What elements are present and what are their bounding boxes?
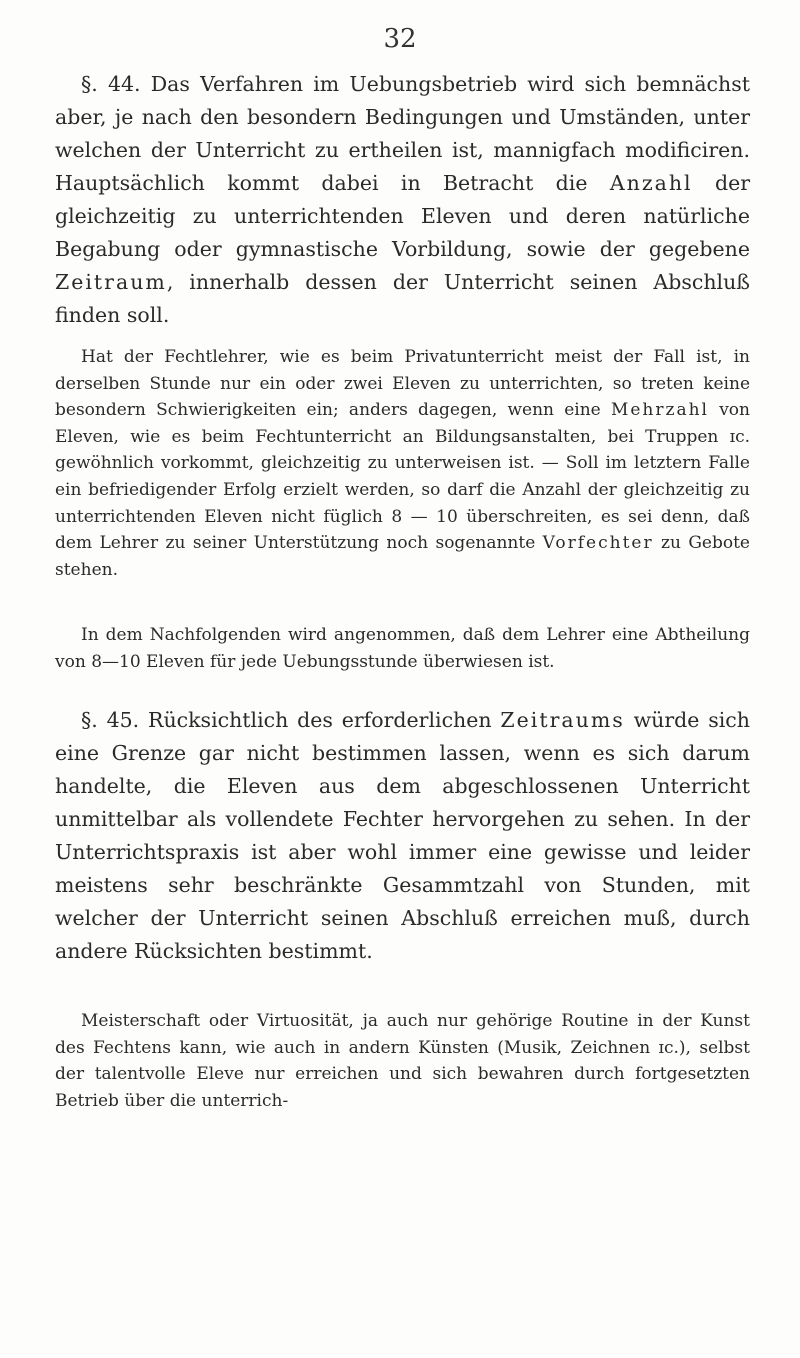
section-45-lead: §. 45. Rücksichtlich des erforderlichen [81,708,501,732]
section-45-paragraph-2 [55,1008,750,1114]
emphasis-zeitraums: Zeitraums [500,708,625,732]
section-45-paragraph-1 [55,704,750,968]
section-44-tail: , innerhalb dessen der Unterricht seinen Abschluß finden soll. [55,270,750,327]
section-44-paragraph-1 [55,68,750,332]
section-44-p2-text [55,344,750,583]
section-44-text [55,68,750,332]
emphasis-anzahl: Anzahl [609,171,693,195]
section-45-p2-text: Meisterschaft oder Virtuosität, ja auch nur gehörige Routine in der Kunst des Fechtens kann, wie auch in andern Künsten (Musik, Zeichnen ɪc.), selbst der talentvolle Eleve nur erreichen und sich bewahren durch fortgesetzten Betrieb über die unterrich- [55,1011,750,1111]
section-44-mid: der gleichzeitig zu unterrichtenden Eleven und deren natürliche Begabung oder gymnastische Vorbildung, sowie der gegebene [55,171,751,261]
p2-part-c: zu Gebote stehen. [55,533,750,580]
emphasis-vorfechter: Vorfechter [542,533,654,554]
p2-part-a: Hat der Fechtlehrer, wie es beim Privatunterricht meist der Fall ist, in derselben Stunde nur ein oder zwei Eleven zu unterrichten, so treten keine besondern Schwierigkeiten ein; anders dagegen, wenn eine [55,347,750,421]
emphasis-zeitraum: Zeitraum [55,270,167,294]
page-number: 32 [383,24,417,54]
p2-part-b: von Eleven, wie es beim Fechtunterricht an Bildungsanstalten, bei Truppen ɪc. gewöhnlich vorkommt, gleichzeitig zu unterweisen ist. — Soll im letztern Falle ein befriedigender Erfolg erzielt werden, so darf die Anzahl der gleichzeitig zu unterrichtenden Eleven nicht füglich 8 — 10 überschreiten, es sei denn, daß dem Lehrer zu seiner Unterstützung noch sogenannte [55,400,750,554]
section-45-tail: würde sich eine Grenze gar nicht bestimmen lassen, wenn es sich darum handelte, die Eleven aus dem abgeschlossenen Unterricht unmittelbar als vollendete Fechter hervorgehen zu sehen. In der Unterrichtspraxis ist aber wohl immer eine gewisse und leider meistens sehr beschränkte Gesammtzahl von Stunden, mit welcher der Unterricht seinen Abschluß erreichen muß, durch andere Rücksichten bestimmt. [55,708,750,963]
section-45-text [55,704,750,968]
section-44-paragraph-2 [55,344,750,583]
emphasis-mehrzahl: Mehrzahl [610,400,709,421]
section-44-paragraph-3 [55,622,750,675]
section-44-p3-text: In dem Nachfolgenden wird angenommen, daß dem Lehrer eine Abtheilung von 8—10 Eleven für jede Uebungsstunde überwiesen ist. [55,625,750,672]
section-44-lead: §. 44. Das Verfahren im Uebungsbetrieb wird sich bemnächst aber, je nach den besondern Bedingungen und Umständen, unter welchen der Unterricht zu ertheilen ist, mannigfach modificiren. Hauptsächlich kommt dabei in Betracht die [55,72,750,195]
